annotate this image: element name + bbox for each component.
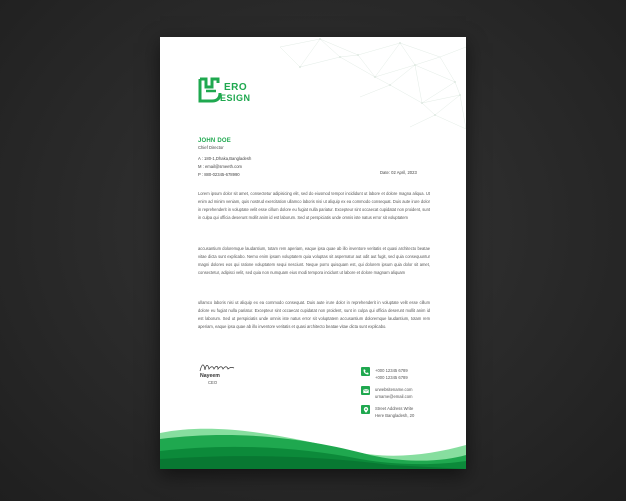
- logo-text-line1: ERO: [224, 82, 248, 93]
- contact-phone-2: +000 12345 6789: [375, 375, 408, 380]
- contact-phone-row: [361, 367, 441, 385]
- footer-wave-decoration: [160, 425, 466, 469]
- body-paragraph-1: Lorem ipsum dolor sit amet, consectetur adipisicing elit, sed do eiusmod tempor incididunt ut labore et dolore magna aliqua. Ut enim ad minim veniam, quis nostrud exercitation ullamco laboris nisi ut aliquip ex ea commodo consequat. Duis aute irure dolor in reprehenderit in voluptate velit esse cillum dolore eu fugiat nulla pariatur. Excepteur sint occaecat cupidatat non proident, sunt in culpa qui officia deserunt mollit anim id est laborum. Sed ut perspiciatis unde omnis iste natus error sit voluptatem: [198, 191, 430, 220]
- contact-web-email: [375, 386, 413, 400]
- contact-address-row: [361, 405, 441, 423]
- signatory-role: CEO: [208, 380, 218, 385]
- sender-title: Chief Director: [198, 145, 224, 150]
- body-paragraph-3: ullamco laboris nisi ut aliquip ex ea commodo consequat. Duis aute irure dolor in reprehenderit in voluptate velit esse cillum dolore eu fugiat nulla pariatur. Excepteur sint occaecat cupidatat non proident, sunt in culpa qui officia deserunt mollit anim id est laborum. Sed ut perspiciatis unde omnis iste natus error sit voluptatem accusantium doloremque laudantium, totam rem aperiam, eaque ipsa quae ab illo inventore veritatis et quasi architecto beatae vitae dicta sunt explicabo.: [198, 300, 430, 329]
- sender-email: M : email@smeeth.com: [198, 164, 243, 169]
- contact-web-row: [361, 386, 441, 404]
- contact-email: urname@email.com: [375, 394, 413, 399]
- handwritten-signature: [198, 360, 238, 374]
- contact-address: [375, 405, 414, 419]
- sender-phone: P : 880-02345-678990: [198, 172, 240, 177]
- body-paragraph-2: accusantium doloremque laudantium, totam rem aperiam, eaque ipsa quae ab illo inventore veritatis et quasi architecto beatae vitae dicta sunt explicabo. Nemo enim ipsam voluptatem quia voluptas sit aspernatur aut odit aut fugit, sed quia consequuntur magni dolores eos qui ratione voluptatem sequi nesciunt. Neque porro quisquam est, qui dolorem ipsum quia dolor sit amet, consectetur, adipisci velit, sed quia non numquam eius modi tempora incidunt ut labore et dolore magnam aliquam: [198, 246, 430, 275]
- logo-text-line2: ESIGN: [220, 93, 251, 103]
- location-icon: [361, 405, 370, 414]
- contact-address-line2: Here Bangladesh, 20: [375, 413, 415, 418]
- sender-name: JOHN DOE: [198, 138, 231, 144]
- phone-icon: [361, 367, 370, 376]
- letterhead-page: [160, 37, 466, 469]
- contact-phone-1: +000 12345 6789: [375, 368, 408, 373]
- contact-phones: [375, 367, 408, 381]
- sender-address: A : 180-1,Dhaka,Bangladesh: [198, 156, 252, 161]
- company-logo: [198, 77, 268, 107]
- contact-website: urwebsitename.com: [375, 387, 413, 392]
- email-icon: [361, 386, 370, 395]
- signatory-name: Nayeem: [200, 373, 220, 379]
- contact-address-line1: Street Address Write: [375, 406, 414, 411]
- letter-date: Date: 02 April, 2023: [380, 170, 417, 175]
